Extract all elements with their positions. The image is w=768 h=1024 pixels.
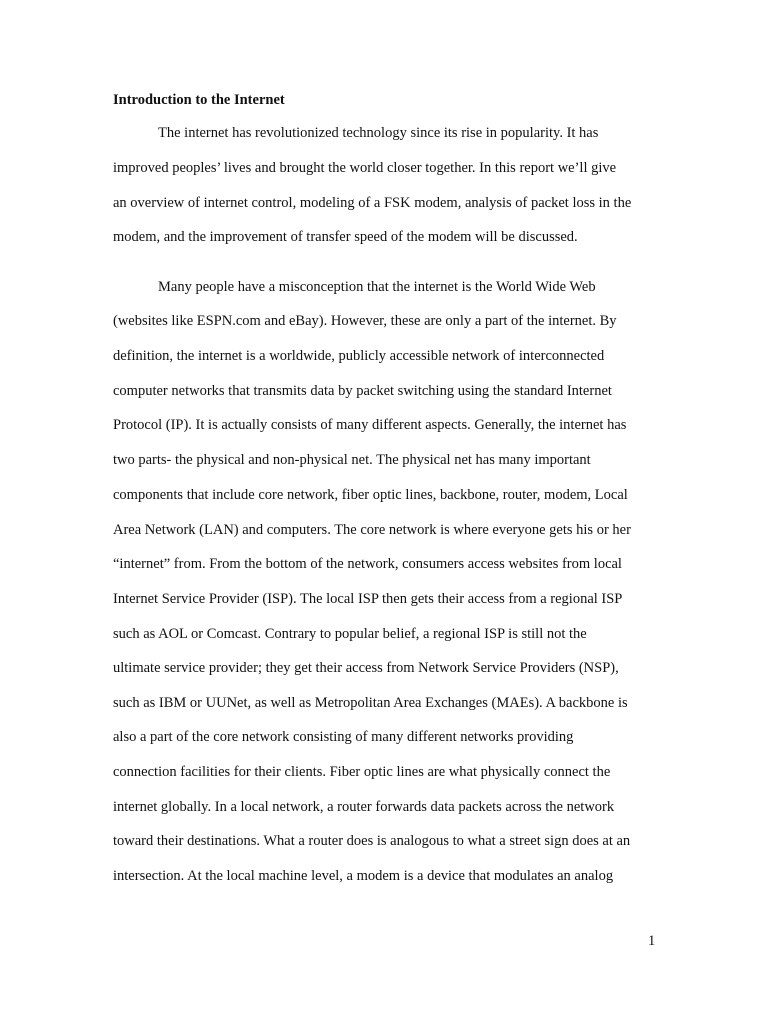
paragraph-2-line-17: toward their destinations. What a router does is analogous to what a street sign does at an (113, 833, 631, 849)
paragraph-2-line-11: such as AOL or Comcast. Contrary to popular belief, a regional ISP is still not the (113, 626, 587, 642)
page-number: 1 (648, 933, 656, 949)
paragraph-2-line-9: “internet” from. From the bottom of the network, consumers access websites from local (113, 556, 622, 572)
paragraph-1-line-4: modem, and the improvement of transfer speed of the modem will be discussed. (113, 229, 578, 245)
paragraph-1-line-1: The internet has revolutionized technology since its rise in popularity. It has (158, 125, 599, 141)
paragraph-2-line-13: such as IBM or UUNet, as well as Metropolitan Area Exchanges (MAEs). A backbone is (113, 695, 628, 711)
paragraph-2-line-2: (websites like ESPN.com and eBay). However, these are only a part of the internet. By (113, 313, 617, 329)
paragraph-2-line-7: components that include core network, fiber optic lines, backbone, router, modem, Local (113, 487, 628, 503)
paragraph-2-line-18: intersection. At the local machine level, a modem is a device that modulates an analog (113, 868, 614, 884)
paragraph-2-line-4: computer networks that transmits data by packet switching using the standard Internet (113, 383, 612, 399)
paragraph-2-line-5: Protocol (IP). It is actually consists of many different aspects. Generally, the internet has (113, 417, 627, 433)
paragraph-2-line-1: Many people have a misconception that the internet is the World Wide Web (158, 279, 596, 295)
paragraph-2-line-8: Area Network (LAN) and computers. The core network is where everyone gets his or her (113, 522, 631, 538)
paragraph-2-line-14: also a part of the core network consisting of many different networks providing (113, 729, 574, 745)
paragraph-2-line-16: internet globally. In a local network, a router forwards data packets across the network (113, 799, 615, 815)
paragraph-2-line-15: connection facilities for their clients. Fiber optic lines are what physically connect the (113, 764, 611, 780)
paragraph-2-line-10: Internet Service Provider (ISP). The local ISP then gets their access from a regional ISP (113, 591, 623, 607)
paragraph-2-line-6: two parts- the physical and non-physical net. The physical net has many important (113, 452, 591, 468)
paragraph-2-line-12: ultimate service provider; they get their access from Network Service Providers (NSP), (113, 660, 619, 676)
document-title: Introduction to the Internet (113, 92, 285, 108)
paragraph-1-line-2: improved peoples’ lives and brought the world closer together. In this report we’ll give (113, 160, 617, 176)
paragraph-2-line-3: definition, the internet is a worldwide, publicly accessible network of interconnected (113, 348, 605, 364)
paragraph-1-line-3: an overview of internet control, modeling of a FSK modem, analysis of packet loss in the (113, 195, 632, 211)
